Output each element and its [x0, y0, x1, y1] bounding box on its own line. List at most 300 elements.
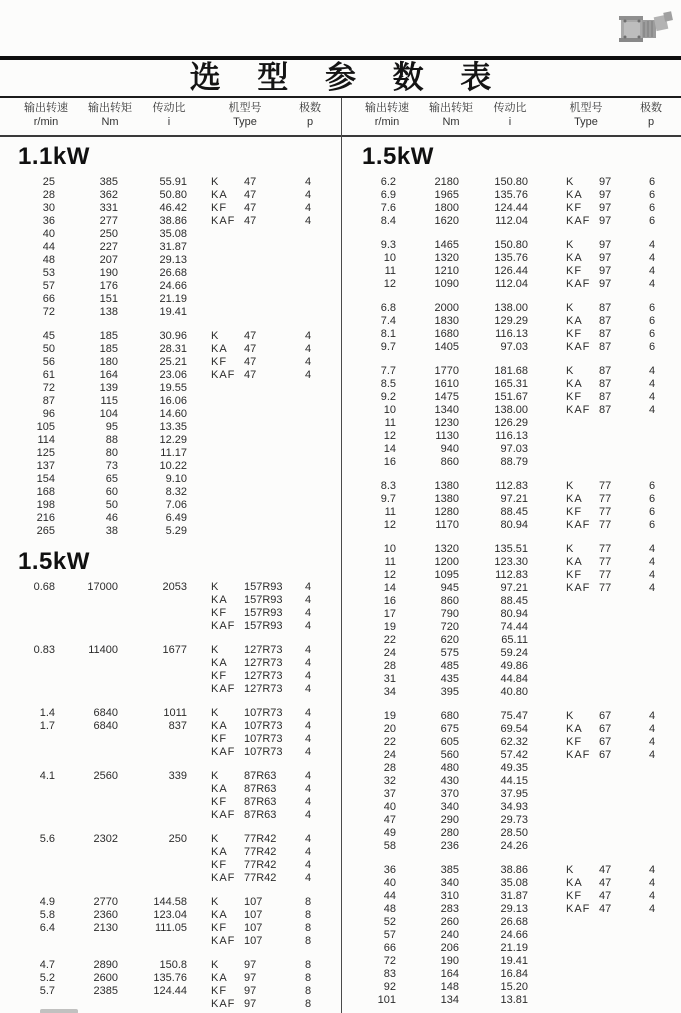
- cell-output-torque: 88: [105, 434, 118, 446]
- header-speed-unit: r/min: [33, 116, 59, 128]
- cell-type: [566, 430, 632, 443]
- cell-output-speed: 5.2: [39, 972, 55, 984]
- cell-output-speed: 8.1: [380, 328, 396, 340]
- type-model: 47: [244, 176, 257, 188]
- cell-ratio: 35.08: [500, 877, 528, 889]
- cell-type: [566, 328, 632, 341]
- cell-poles: [632, 929, 672, 942]
- table-row: [0, 254, 341, 267]
- type-prefix: [566, 686, 599, 699]
- type-prefix: KA: [566, 493, 583, 505]
- cell-poles: 6: [648, 302, 656, 314]
- cell-output-torque: 65: [105, 473, 118, 485]
- type-model: 47: [244, 202, 257, 214]
- cell-ratio: 97.21: [500, 493, 528, 505]
- cell-output-speed: 7.4: [380, 315, 396, 327]
- cell-output-torque: 385: [440, 864, 459, 876]
- type-model: 97: [244, 959, 257, 971]
- cell-output-speed: 11: [384, 265, 396, 277]
- type-prefix: [211, 499, 244, 512]
- cell-output-torque: 277: [99, 215, 118, 227]
- type-prefix: [566, 981, 599, 994]
- cell-ratio: 116.13: [495, 328, 528, 340]
- table-row: [0, 382, 341, 395]
- cell-ratio: 151.67: [494, 391, 528, 403]
- type-model: 77: [599, 543, 612, 555]
- cell-output-torque: 17000: [87, 581, 118, 593]
- cell-output-speed: 8.3: [380, 480, 396, 492]
- table-row: [0, 972, 341, 985]
- table-row: [341, 788, 681, 801]
- cell-poles: 4: [648, 543, 656, 555]
- table-row: [341, 265, 681, 278]
- type-prefix: [211, 228, 244, 241]
- cell-type: [211, 896, 291, 909]
- cell-ratio: 50.80: [159, 189, 187, 201]
- cell-poles: 4: [304, 189, 312, 201]
- cell-poles: 4: [648, 365, 656, 377]
- cell-output-torque: 1130: [435, 430, 459, 442]
- cell-ratio: 88.45: [500, 506, 528, 518]
- cell-type: [566, 391, 632, 404]
- type-prefix: KF: [211, 796, 228, 808]
- cell-output-torque: 2302: [93, 833, 118, 845]
- cell-ratio: 80.94: [500, 608, 528, 620]
- cell-output-torque: 485: [440, 660, 459, 672]
- table-row: [341, 981, 681, 994]
- type-prefix: KAF: [566, 749, 591, 761]
- header-torque: [78, 101, 142, 129]
- header-type-label: 机型号: [228, 102, 262, 114]
- cell-output-speed: 72: [42, 306, 55, 318]
- cell-type: [211, 985, 291, 998]
- type-prefix: [211, 395, 244, 408]
- cell-poles: 4: [648, 378, 656, 390]
- cell-ratio: 16.84: [500, 968, 528, 980]
- cell-type: [566, 582, 632, 595]
- header-torque-label: 输出转矩: [429, 102, 473, 114]
- cell-ratio: 44.15: [500, 775, 528, 787]
- cell-poles: 4: [648, 864, 656, 876]
- table-row: [341, 404, 681, 417]
- cell-output-speed: 11: [384, 556, 396, 568]
- cell-poles: 4: [304, 343, 312, 355]
- type-model: 97: [244, 972, 257, 984]
- table-row: [0, 356, 341, 369]
- cell-type: [566, 189, 632, 202]
- cell-output-torque: 1620: [434, 215, 459, 227]
- type-model: 107R73: [244, 733, 283, 745]
- table-row: [341, 506, 681, 519]
- type-prefix: KAF: [566, 903, 591, 915]
- cell-ratio: 135.51: [494, 543, 528, 555]
- cell-ratio: [118, 670, 187, 683]
- cell-output-torque: 1170: [435, 519, 459, 531]
- type-prefix: [566, 660, 599, 673]
- cell-poles: 4: [304, 846, 312, 858]
- type-prefix: [211, 447, 244, 460]
- cell-output-speed: 19: [383, 621, 396, 633]
- cell-output-speed: [0, 733, 55, 746]
- cell-ratio: [118, 657, 187, 670]
- table-row: [341, 710, 681, 723]
- cell-output-speed: 49: [383, 827, 396, 839]
- cell-output-speed: 25: [42, 176, 55, 188]
- type-model: 77: [599, 506, 612, 518]
- cell-output-torque: 340: [440, 877, 459, 889]
- table-row: [341, 315, 681, 328]
- table-row: [0, 846, 341, 859]
- type-model: 47: [599, 890, 612, 902]
- type-prefix: [566, 801, 599, 814]
- cell-ratio: 135.76: [494, 189, 528, 201]
- cell-output-torque: 860: [440, 595, 459, 607]
- cell-output-torque: 1210: [434, 265, 459, 277]
- cell-ratio: 21.19: [159, 293, 187, 305]
- type-prefix: [211, 486, 244, 499]
- type-prefix: [566, 634, 599, 647]
- cell-output-torque: 2000: [434, 302, 459, 314]
- cell-output-speed: 45: [42, 330, 55, 342]
- type-prefix: KAF: [211, 872, 236, 884]
- cell-output-torque: 1770: [434, 365, 459, 377]
- cell-ratio: 80.94: [500, 519, 528, 531]
- cell-ratio: 112.83: [495, 569, 528, 581]
- cell-output-torque: 1320: [434, 543, 459, 555]
- table-row: [0, 607, 341, 620]
- cell-output-speed: 0.68: [33, 581, 55, 593]
- cell-output-speed: 34: [383, 686, 396, 698]
- cell-output-speed: 16: [383, 595, 396, 607]
- type-prefix: K: [566, 543, 575, 555]
- cell-ratio: 112.83: [495, 480, 528, 492]
- cell-output-torque: [55, 935, 118, 948]
- cell-poles: 4: [304, 369, 312, 381]
- cell-ratio: 12.29: [159, 434, 187, 446]
- table-row: [341, 278, 681, 291]
- cell-output-speed: 44: [42, 241, 55, 253]
- cell-type: [211, 872, 291, 885]
- cell-ratio: 138.00: [494, 302, 528, 314]
- cell-poles: 4: [648, 903, 656, 915]
- type-model: 77R42: [244, 833, 277, 845]
- table-row: [341, 519, 681, 532]
- cell-ratio: [118, 846, 187, 859]
- cell-output-speed: [0, 594, 55, 607]
- cell-output-torque: 370: [440, 788, 459, 800]
- cell-output-speed: 9.7: [380, 493, 396, 505]
- cell-output-torque: 138: [99, 306, 118, 318]
- cell-type: [211, 707, 291, 720]
- cell-output-torque: 435: [440, 673, 459, 685]
- cell-output-torque: 148: [440, 981, 459, 993]
- cell-poles: 4: [648, 569, 656, 581]
- cell-output-torque: 1090: [434, 278, 459, 290]
- cell-poles: 4: [648, 582, 656, 594]
- type-model: 77: [599, 582, 612, 594]
- cell-type: [566, 634, 632, 647]
- cell-poles: 6: [648, 519, 656, 531]
- table-row: [341, 864, 681, 877]
- table-row: [0, 280, 341, 293]
- cell-type: [566, 749, 632, 762]
- cell-output-speed: 12: [383, 430, 396, 442]
- cell-output-speed: 47: [383, 814, 396, 826]
- cell-ratio: 29.13: [500, 903, 528, 915]
- cell-output-speed: 53: [42, 267, 55, 279]
- cell-type: [566, 788, 632, 801]
- cell-poles: [291, 525, 325, 538]
- cell-ratio: [118, 607, 187, 620]
- cell-ratio: 19.55: [159, 382, 187, 394]
- cell-output-speed: 216: [36, 512, 55, 524]
- cell-poles: [291, 306, 325, 319]
- table-row: [0, 434, 341, 447]
- cell-output-speed: 20: [383, 723, 396, 735]
- cell-ratio: 21.19: [500, 942, 528, 954]
- cell-output-torque: 1340: [434, 404, 459, 416]
- cell-poles: 4: [304, 833, 312, 845]
- cell-type: [566, 955, 632, 968]
- cell-type: [566, 519, 632, 532]
- cell-output-torque: 480: [440, 762, 459, 774]
- cell-type: [211, 228, 291, 241]
- cell-type: [211, 935, 291, 948]
- cell-poles: [632, 788, 672, 801]
- cell-ratio: 31.87: [159, 241, 187, 253]
- cell-ratio: 24.26: [500, 840, 528, 852]
- cell-poles: [291, 473, 325, 486]
- table-row: [0, 985, 341, 998]
- cell-output-torque: 1965: [434, 189, 459, 201]
- cell-output-speed: [0, 657, 55, 670]
- table-row: [341, 480, 681, 493]
- type-prefix: [566, 647, 599, 660]
- table-row: [341, 543, 681, 556]
- type-prefix: [211, 421, 244, 434]
- table-row: [0, 293, 341, 306]
- cell-output-speed: 105: [36, 421, 55, 433]
- type-model: 77: [599, 556, 612, 568]
- cell-output-torque: 1280: [434, 506, 459, 518]
- cell-ratio: [118, 872, 187, 885]
- table-row: [341, 202, 681, 215]
- type-model: 107R73: [244, 720, 283, 732]
- type-model: 107: [244, 896, 263, 908]
- cell-output-speed: 265: [36, 525, 55, 537]
- table-row: [0, 683, 341, 696]
- cell-output-torque: 605: [440, 736, 459, 748]
- cell-output-torque: 104: [99, 408, 118, 420]
- table-row: [0, 215, 341, 228]
- cell-output-speed: 66: [383, 942, 396, 954]
- cell-type: [566, 994, 632, 1007]
- type-prefix: [566, 994, 599, 1007]
- cell-output-speed: 125: [36, 447, 55, 459]
- cell-output-speed: 44: [383, 890, 396, 902]
- cell-output-speed: [0, 670, 55, 683]
- cell-poles: [632, 456, 672, 469]
- cell-poles: 4: [304, 809, 312, 821]
- type-model: 87: [599, 315, 612, 327]
- cell-poles: 4: [648, 252, 656, 264]
- table-row: [341, 302, 681, 315]
- type-model: 107R73: [244, 707, 283, 719]
- cell-poles: [632, 608, 672, 621]
- cell-poles: 6: [648, 189, 656, 201]
- header-poles-unit: p: [647, 116, 655, 128]
- type-prefix: K: [211, 644, 220, 656]
- type-model: 157R93: [244, 581, 283, 593]
- cell-ratio: [118, 935, 187, 948]
- cell-poles: [632, 595, 672, 608]
- cell-output-torque: 50: [105, 499, 118, 511]
- cell-type: [566, 660, 632, 673]
- table-row: [341, 994, 681, 1007]
- header-speed: [12, 101, 80, 129]
- cell-ratio: 7.06: [165, 499, 187, 511]
- type-model: 97: [599, 278, 612, 290]
- type-model: 67: [599, 723, 612, 735]
- cell-type: [211, 746, 291, 759]
- cell-output-torque: 180: [99, 356, 118, 368]
- type-prefix: K: [566, 176, 575, 188]
- table-row: [0, 720, 341, 733]
- type-prefix: KA: [566, 252, 583, 264]
- cell-output-speed: 114: [37, 434, 55, 446]
- table-block: [341, 176, 681, 228]
- cell-poles: 4: [648, 239, 656, 251]
- table-row: [341, 493, 681, 506]
- type-prefix: KAF: [566, 341, 591, 353]
- cell-output-torque: 207: [99, 254, 118, 266]
- header-poles: [629, 101, 673, 129]
- table-row: [0, 935, 341, 948]
- cell-ratio: 2053: [162, 581, 187, 593]
- cell-type: [566, 265, 632, 278]
- cell-output-speed: 1.7: [39, 720, 55, 732]
- type-model: 107R73: [244, 746, 283, 758]
- cell-type: [211, 486, 291, 499]
- cell-output-torque: 240: [440, 929, 459, 941]
- type-model: 97: [599, 176, 612, 188]
- cell-poles: 4: [304, 215, 312, 227]
- table-row: [341, 749, 681, 762]
- cell-type: [211, 620, 291, 633]
- type-model: 97: [244, 985, 257, 997]
- cell-poles: 4: [648, 710, 656, 722]
- cell-output-speed: 40: [383, 877, 396, 889]
- cell-output-speed: [0, 607, 55, 620]
- cell-ratio: 150.80: [494, 239, 528, 251]
- cell-output-speed: 72: [42, 382, 55, 394]
- table-row: [0, 644, 341, 657]
- cell-poles: [632, 814, 672, 827]
- table-row: [0, 733, 341, 746]
- type-prefix: [566, 827, 599, 840]
- cell-ratio: 23.06: [159, 369, 187, 381]
- table-row: [0, 228, 341, 241]
- type-model: 67: [599, 736, 612, 748]
- cell-output-torque: 362: [99, 189, 118, 201]
- type-prefix: [566, 608, 599, 621]
- type-prefix: [211, 460, 244, 473]
- type-model: 97: [599, 189, 612, 201]
- cell-output-torque: 2560: [93, 770, 118, 782]
- table-row: [0, 447, 341, 460]
- table-row: [341, 916, 681, 929]
- header-torque-unit: Nm: [442, 116, 460, 128]
- cell-output-torque: 227: [99, 241, 118, 253]
- type-model: 47: [244, 343, 257, 355]
- type-model: 87R63: [244, 783, 277, 795]
- cell-poles: 8: [304, 985, 312, 997]
- table-row: [341, 189, 681, 202]
- cell-output-torque: 164: [99, 369, 118, 381]
- type-prefix: K: [211, 959, 220, 971]
- table-row: [0, 189, 341, 202]
- cell-type: [566, 775, 632, 788]
- cell-output-torque: [55, 846, 118, 859]
- cell-output-speed: 0.83: [33, 644, 55, 656]
- cell-output-speed: 28: [383, 660, 396, 672]
- cell-poles: 6: [648, 202, 656, 214]
- cell-output-torque: 2180: [434, 176, 459, 188]
- table-block: [341, 864, 681, 1007]
- cell-output-speed: 10: [383, 404, 396, 416]
- type-prefix: [566, 955, 599, 968]
- table-block: [341, 543, 681, 699]
- type-prefix: KAF: [566, 404, 591, 416]
- cell-type: [211, 683, 291, 696]
- cell-poles: [632, 762, 672, 775]
- cell-poles: [632, 916, 672, 929]
- cell-poles: 4: [304, 620, 312, 632]
- table-row: [0, 657, 341, 670]
- cell-type: [566, 942, 632, 955]
- cell-type: [211, 395, 291, 408]
- type-model: 107: [244, 922, 263, 934]
- type-prefix: K: [566, 365, 575, 377]
- type-prefix: KAF: [211, 215, 236, 227]
- cell-type: [211, 796, 291, 809]
- cell-type: [566, 929, 632, 942]
- cell-poles: 8: [304, 959, 312, 971]
- cell-type: [566, 456, 632, 469]
- cell-ratio: 13.81: [500, 994, 528, 1006]
- type-prefix: KAF: [566, 278, 591, 290]
- table-row: [341, 686, 681, 699]
- cell-type: [566, 968, 632, 981]
- table-row: [341, 801, 681, 814]
- cell-ratio: 25.21: [159, 356, 187, 368]
- cell-type: [211, 176, 291, 189]
- cell-output-torque: 1230: [434, 417, 459, 429]
- cell-output-speed: 4.1: [39, 770, 55, 782]
- cell-output-torque: 250: [99, 228, 118, 240]
- cell-type: [211, 594, 291, 607]
- type-model: 77: [599, 569, 612, 581]
- type-model: 77R42: [244, 859, 277, 871]
- table-row: [0, 620, 341, 633]
- cell-type: [211, 770, 291, 783]
- cell-type: [211, 343, 291, 356]
- table-row: [341, 456, 681, 469]
- type-prefix: KF: [211, 922, 228, 934]
- type-prefix: [211, 434, 244, 447]
- cell-output-speed: 14: [383, 443, 396, 455]
- type-prefix: KA: [566, 556, 583, 568]
